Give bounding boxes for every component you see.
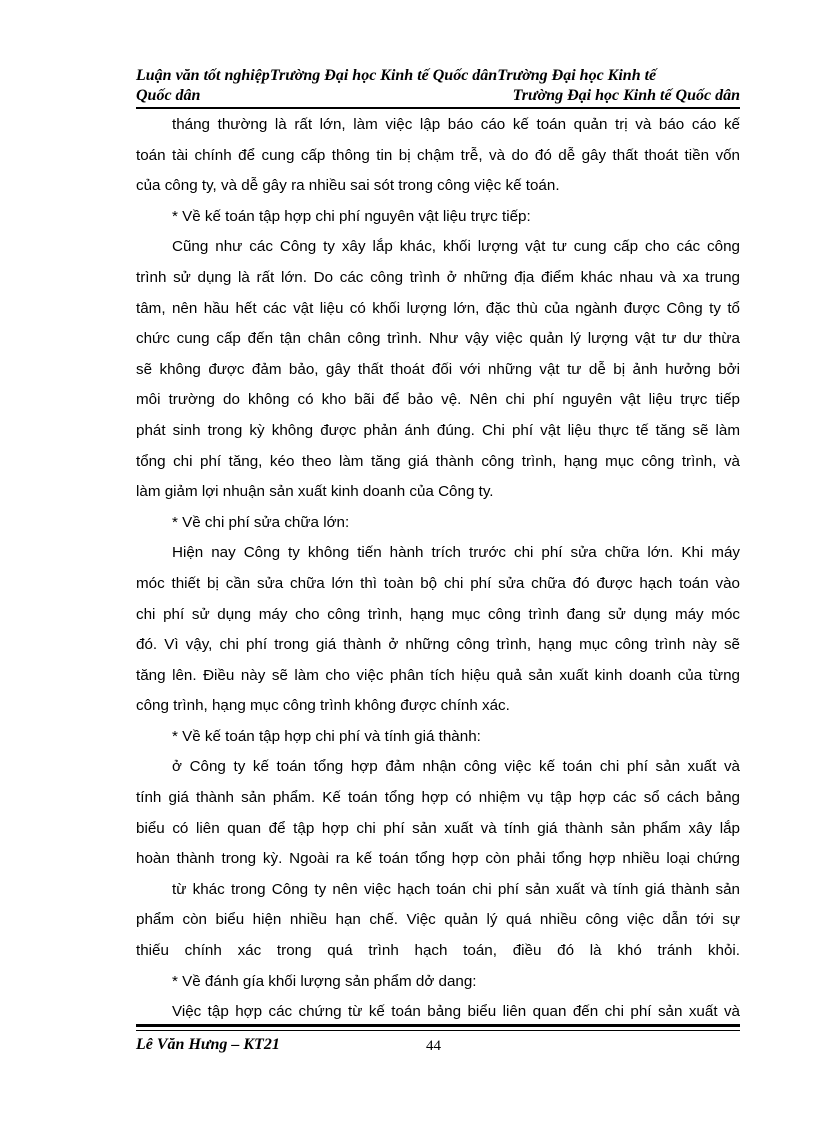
- text-line: móc thiết bị cần sửa chữa lớn thì toàn bộ chi phí sửa chữa đó được hạch toán vào: [136, 574, 740, 592]
- text-line: ở Công ty kế toán tổng hợp đảm nhận công việc kế toán chi phí sản xuất và: [172, 758, 740, 776]
- header-thesis-label: Luận văn tốt nghiệp: [136, 67, 270, 84]
- text-line: chức cung cấp đến tận chân công trình. Như vậy việc quản lý lượng vật tư dư thừa: [136, 330, 740, 348]
- text-line: phẩm còn biểu hiện nhiều hạn chế. Việc quản lý quá nhiều công việc dẫn tới sự: [136, 911, 740, 929]
- text-line: công trình, hạng mục công trình không được chính xác.: [136, 697, 510, 715]
- text-line: phát sinh trong kỳ không được phản ánh đúng. Chi phí vật liệu thực tế tăng sẽ làm: [136, 421, 740, 439]
- header-line2-left: Quốc dân: [136, 87, 201, 104]
- text-line: hoàn thành trong kỳ. Ngoài ra kế toán tổng hợp còn phải tổng hợp nhiều loại chứng: [136, 850, 740, 868]
- page-header: [136, 66, 740, 106]
- text-line: trình sử dụng là rất lớn. Do các công trình ở những địa điểm khác nhau và xa trung: [136, 268, 740, 286]
- section-heading: * Về chi phí sửa chữa lớn:: [172, 513, 350, 531]
- section-heading: * Về kế toán tập hợp chi phí nguyên vật liệu trực tiếp:: [172, 207, 531, 225]
- footer-rule-thin: [136, 1030, 740, 1031]
- text-line: tâm, nên hầu hết các vật liệu có khối lượng lớn, đặc thù của ngành được Công ty tổ: [136, 299, 740, 317]
- text-line: tổng chi phí tăng, kéo theo làm tăng giá thành công trình, hạng mục công trình, và: [136, 452, 740, 470]
- text-line: đó. Vì vậy, chi phí trong giá thành ở những công trình, hạng mục công trình này sẽ: [136, 636, 740, 654]
- text-line: Hiện nay Công ty không tiến hành trích trước chi phí sửa chữa lớn. Khi máy: [172, 544, 740, 562]
- header-university-2: Trường Đại học Kinh tế: [497, 67, 657, 84]
- footer-author: Lê Văn Hưng – KT21: [136, 1036, 280, 1053]
- page-number: 44: [426, 1038, 441, 1054]
- text-line: tháng thường là rất lớn, làm việc lập báo cáo kế toán quản trị và báo cáo kế: [172, 116, 740, 133]
- section-heading: * Về đánh gía khối lượng sản phẩm dở dang:: [172, 972, 477, 990]
- header-line2-right: Trường Đại học Kinh tế Quốc dân: [512, 87, 740, 104]
- text-line: làm giảm lợi nhuận sản xuất kinh doanh của Công ty.: [136, 483, 494, 501]
- text-line: tính giá thành sản phẩm. Kế toán tổng hợp có nhiệm vụ tập hợp các sổ cách bảng: [136, 789, 740, 807]
- body-text: [136, 110, 740, 1028]
- text-line: tăng lên. Điều này sẽ làm cho việc phân tích hiệu quả sản xuất kinh doanh của từng: [136, 666, 740, 684]
- section-heading: * Về kế toán tập hợp chi phí và tính giá thành:: [172, 727, 481, 745]
- text-line: Việc tập hợp các chứng từ kế toán bảng biểu liên quan đến chi phí sản xuất và: [172, 1003, 740, 1021]
- header-university-1: Trường Đại học Kinh tế Quốc dân: [269, 67, 498, 84]
- text-line: môi trường do không có kho bãi để bảo vệ. Nên chi phí nguyên vật liệu trực tiếp: [136, 391, 740, 409]
- footer-rule-thick: [136, 1024, 740, 1027]
- text-line: từ khác trong Công ty nên việc hạch toán chi phí sản xuất và tính giá thành sản: [172, 880, 740, 898]
- text-line: toán tài chính để cung cấp thông tin bị chậm trễ, và do đó dễ gây thất thoát tiền vốn: [136, 146, 740, 164]
- header-rule: [136, 107, 740, 109]
- text-line: sẽ không được đảm bảo, gây thất thoát đối với những vật tư dễ bị ảnh hưởng bởi: [136, 360, 740, 378]
- text-line: thiếu chính xác trong quá trình hạch toán, điều đó là khó tránh khỏi.: [136, 942, 740, 960]
- text-line: Cũng như các Công ty xây lắp khác, khối lượng vật tư cung cấp cho các công: [172, 238, 740, 256]
- text-line: chi phí sử dụng máy cho công trình, hạng mục công trình đang sử dụng máy móc: [136, 605, 740, 623]
- text-line: biểu có liên quan để tập hợp chi phí sản xuất và tính giá thành sản phẩm xây lắp: [136, 819, 740, 837]
- text-line: của công ty, và dễ gây ra nhiều sai sót trong công việc kế toán.: [136, 177, 560, 195]
